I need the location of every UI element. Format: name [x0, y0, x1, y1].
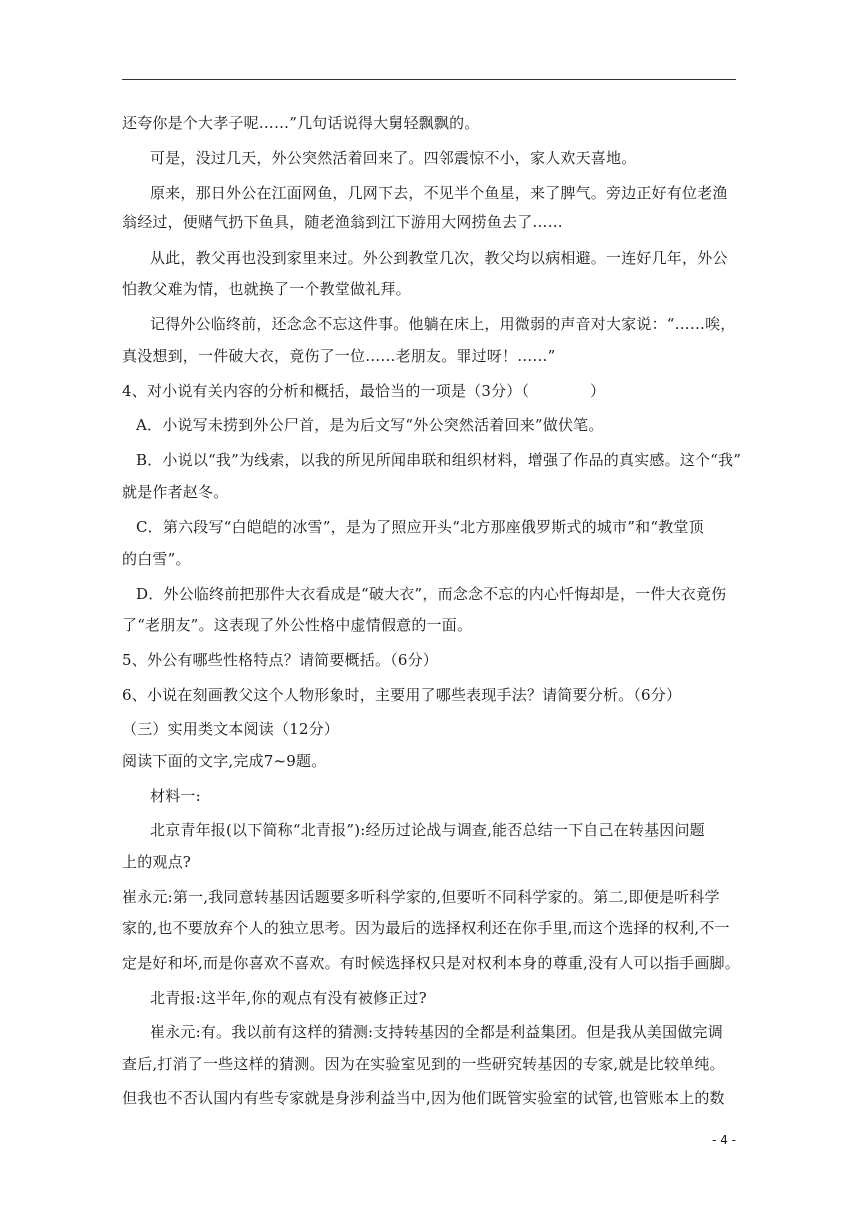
option-a: A．小说写未捞到外公尸首，是为后文写“外公突然活着回来”做伏笔。	[136, 416, 604, 434]
paragraph-line: 还夸你是个大孝子呢……”几句话说得大舅轻飘飘的。	[122, 114, 480, 132]
option-c: C．第六段写“白皑皑的冰雪”，是为了照应开头“北方那座俄罗斯式的城市”和“教堂顶	[136, 518, 704, 536]
paragraph-line: 上的观点?	[122, 853, 192, 871]
paragraph-line: 家的,也不要放弃个人的独立思考。因为最后的选择权利还在你手里,而这个选择的权利,不一	[122, 919, 730, 937]
section-heading: （三）实用类文本阅读（12分）	[122, 720, 340, 738]
material-label: 材料一:	[150, 787, 201, 805]
option-c-cont: 的白雪”。	[122, 550, 191, 568]
page-number: - 4 -	[712, 1133, 736, 1147]
option-d: D．外公临终前把那件大衣看成是“破大衣”，而念念不忘的内心忏悔却是，一件大衣竟伤	[136, 585, 727, 603]
paragraph-line: 北京青年报(以下简称“北青报”):经历过论战与调查,能否总结一下自己在转基因问题	[150, 821, 705, 839]
option-b: B．小说以“我”为线索，以我的所见所闻串联和组织材料，增强了作品的真实感。这个“我”	[136, 451, 742, 469]
option-b-cont: 就是作者赵冬。	[122, 483, 229, 501]
instruction: 阅读下面的文字,完成7~9题。	[122, 752, 327, 770]
question-4: 4、对小说有关内容的分析和概括，最恰当的一项是（3分）（ ）	[122, 382, 606, 400]
paragraph-line: 从此，教父再也没到家里来过。外公到教堂几次，教父均以病相避。一连好几年，外公	[150, 249, 728, 267]
paragraph-line: 真没想到，一件破大衣，竟伤了一位……老朋友。罪过呀！……”	[122, 347, 556, 365]
paragraph-line: 崔永元:有。我以前有这样的猜测:支持转基因的全都是利益集团。但是我从美国做完调	[150, 1023, 723, 1041]
option-d-cont: 了“老朋友”。这表现了外公性格中虚情假意的一面。	[122, 616, 473, 634]
paragraph-line: 可是，没过几天，外公突然活着回来了。四邻震惊不小，家人欢天喜地。	[150, 149, 637, 167]
header-rule	[122, 79, 736, 80]
paragraph-line: 记得外公临终前，还念念不忘这件事。他躺在床上，用微弱的声音对大家说：“……唉，	[150, 315, 736, 333]
question-6: 6、小说在刻画教父这个人物形象时，主要用了哪些表现手法？请简要分析。（6分）	[122, 686, 682, 704]
paragraph-line: 定是好和坏,而是你喜欢不喜欢。有时候选择权只是对权利本身的尊重,没有人可以指手画脚。	[122, 954, 740, 972]
paragraph-line: 原来，那日外公在江面网鱼，几网下去，不见半个鱼星，来了脾气。旁边正好有位老渔	[150, 184, 728, 202]
paragraph-line: 崔永元:第一,我同意转基因话题要多听科学家的,但要听不同科学家的。第二,即便是听科学	[122, 888, 720, 906]
paragraph-line: 北青报:这半年,你的观点有没有被修正过?	[150, 989, 427, 1007]
question-5: 5、外公有哪些性格特点？请简要概括。（6分）	[122, 651, 438, 669]
paragraph-line: 查后,打消了一些这样的猜测。因为在实验室见到的一些研究转基因的专家,就是比较单纯。	[122, 1055, 725, 1073]
paragraph-line: 怕教父难为情，也就换了一个教堂做礼拜。	[122, 280, 411, 298]
paragraph-line: 翁经过，便赌气扔下鱼具，随老渔翁到江下游用大网捞鱼去了……	[122, 213, 563, 231]
paragraph-line: 但我也不否认国内有些专家就是身涉利益当中,因为他们既管实验室的试管,也管账本上的数	[122, 1089, 725, 1107]
